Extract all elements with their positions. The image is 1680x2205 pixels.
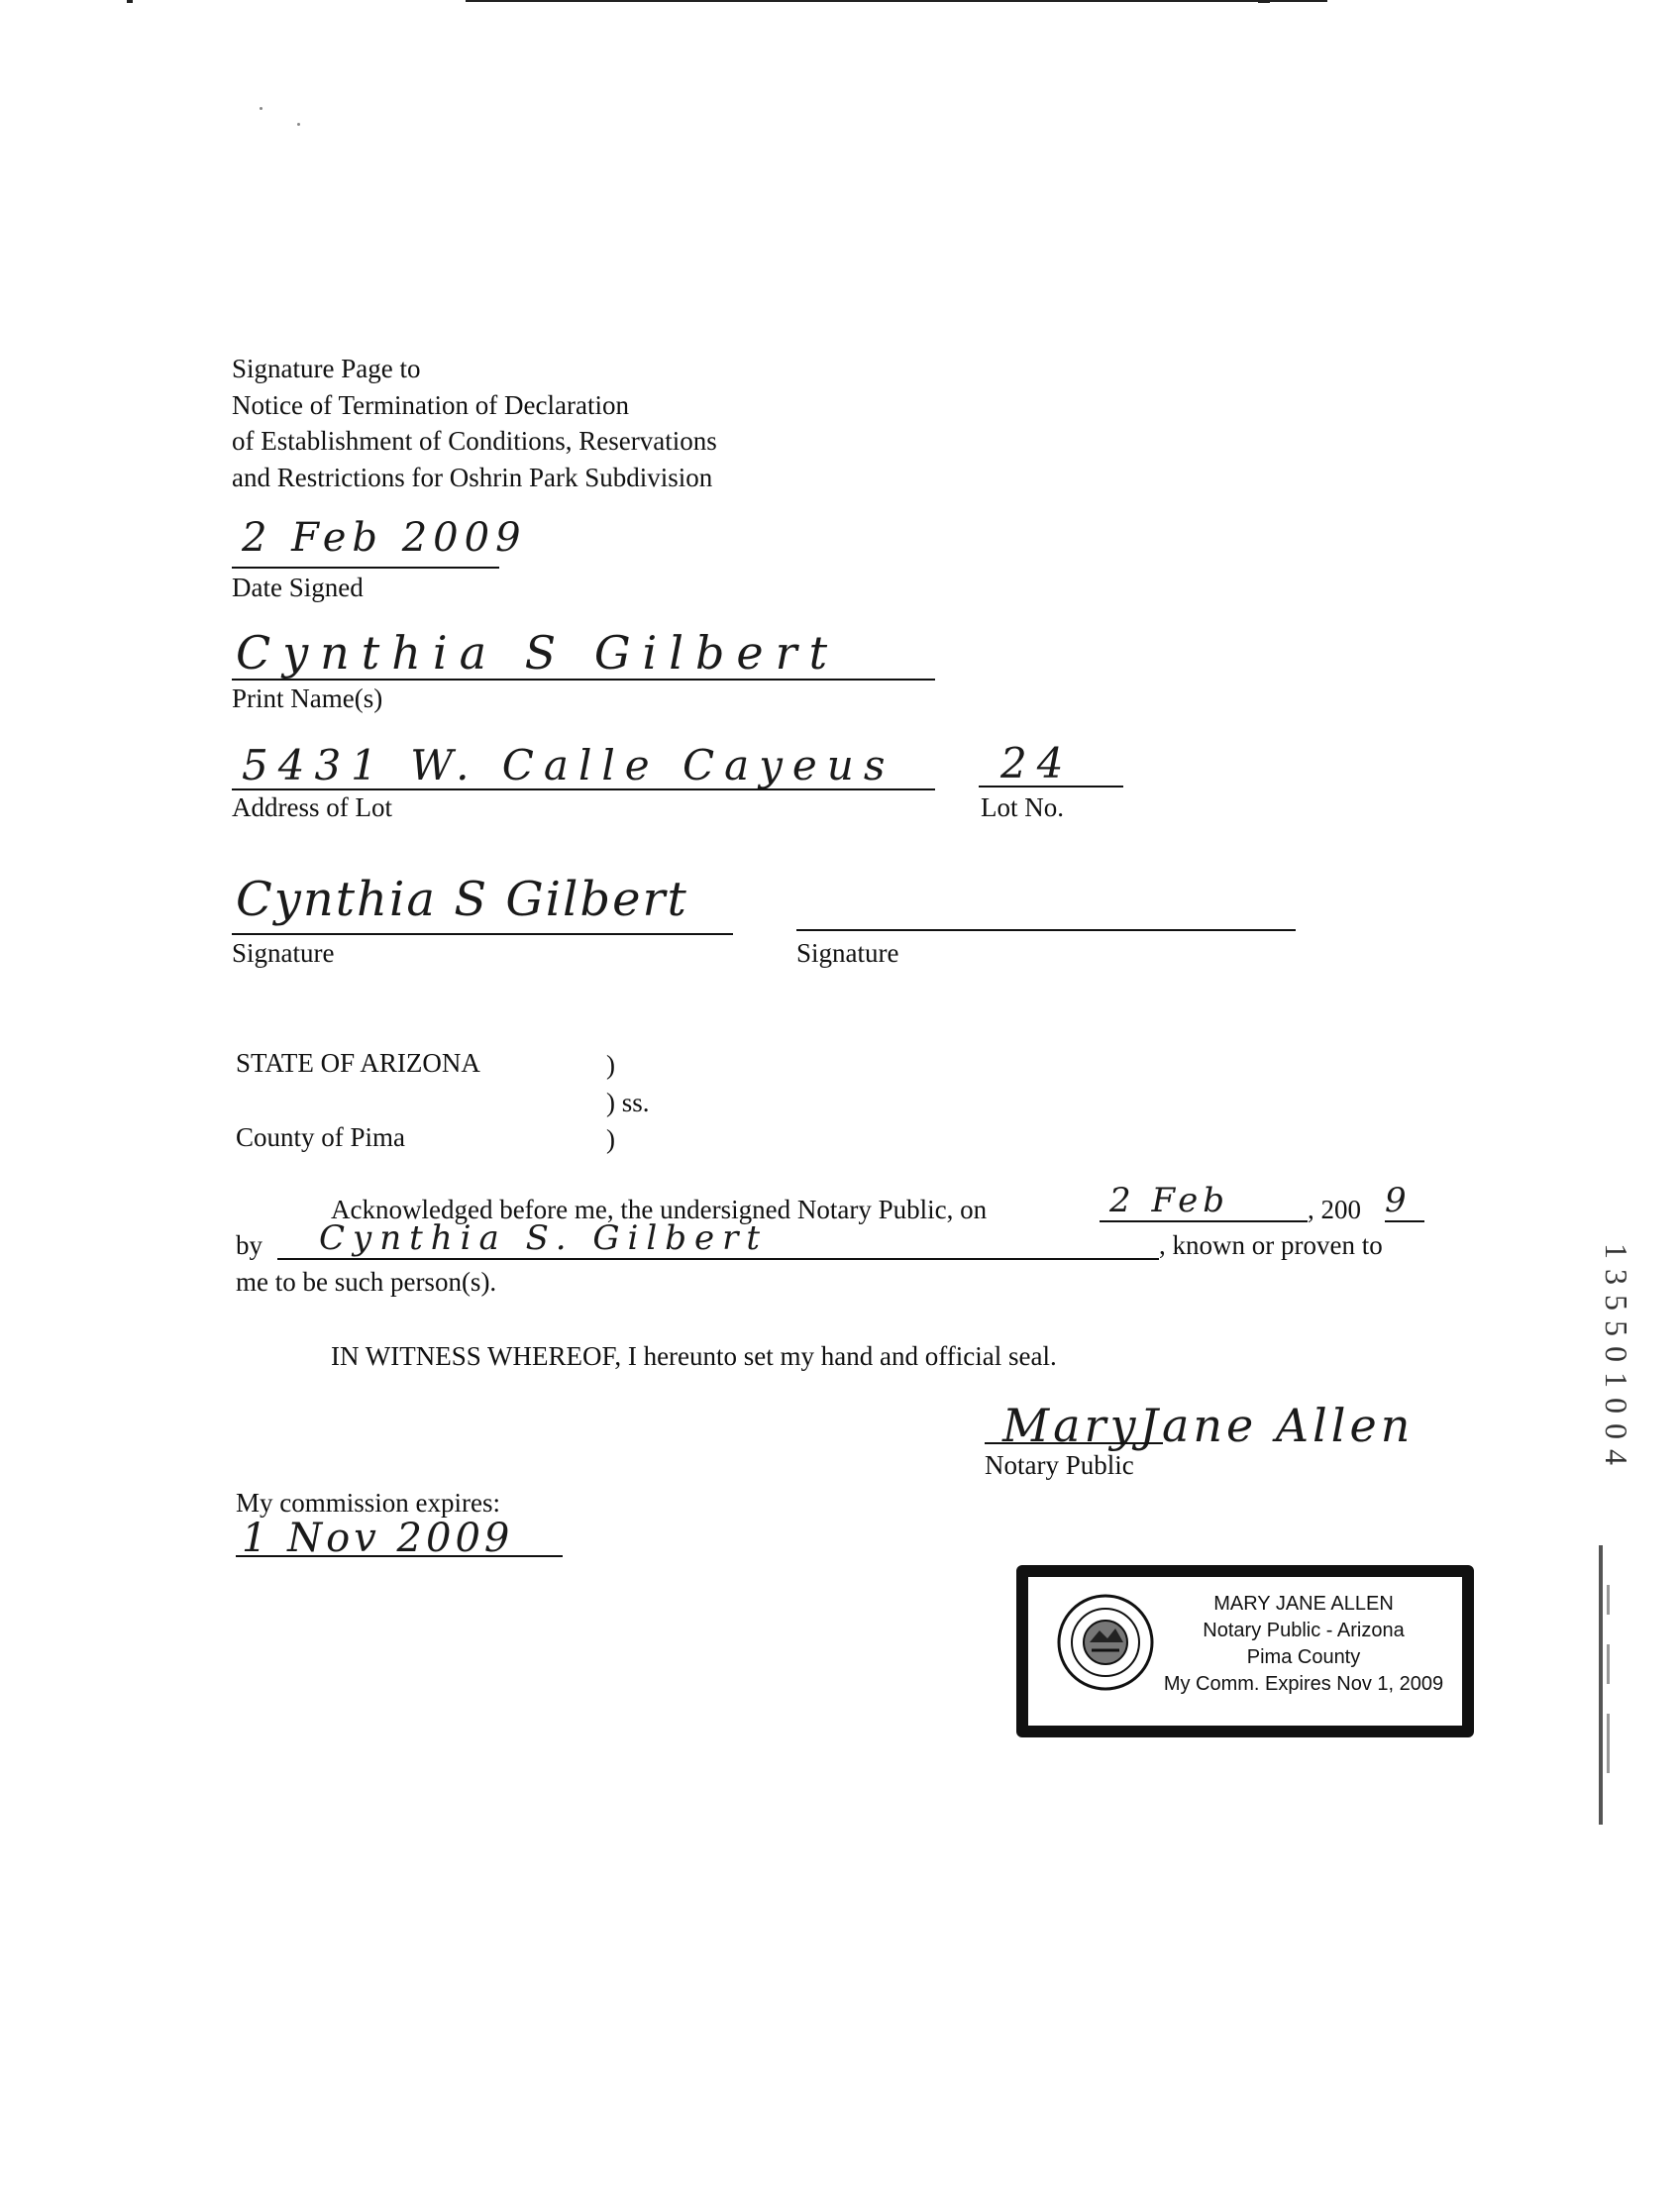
stamp-title: Notary Public - Arizona <box>1203 1620 1405 1641</box>
venue-state: STATE OF ARIZONA <box>236 1048 480 1078</box>
scan-mark-top-right <box>1258 0 1270 3</box>
commission-line <box>236 1555 563 1557</box>
recording-number <box>1597 1238 1636 1470</box>
recording-digit: 5 <box>1599 1320 1634 1336</box>
page-heading-line-4: and Restrictions for Oshrin Park Subdivision <box>232 463 713 492</box>
recording-digit: 1 <box>1599 1372 1634 1388</box>
signature-1-label: Signature <box>232 938 335 968</box>
signature-1-line <box>232 933 733 935</box>
commission-label: My commission expires: <box>236 1488 500 1518</box>
venue-ss: ) ss. <box>606 1088 650 1117</box>
signature-2-label: Signature <box>796 938 899 968</box>
state-seal-icon <box>1056 1593 1155 1692</box>
acknowledgment-date-value[interactable]: 2 Feb <box>1109 1181 1230 1220</box>
scan-mark-top-left <box>127 0 133 3</box>
scan-edge-mark <box>1607 1644 1610 1684</box>
notary-signature-value[interactable]: MaryJane Allen <box>1002 1399 1415 1452</box>
scan-edge-mark <box>1607 1585 1610 1615</box>
scan-edge-mark <box>1599 1545 1603 1825</box>
page-heading-line-2: Notice of Termination of Declaration <box>232 390 629 420</box>
acknowledgment-year-value[interactable]: 9 <box>1385 1181 1412 1220</box>
scan-mark-top-center <box>466 0 1327 2</box>
lot-no-label: Lot No. <box>981 792 1064 822</box>
address-of-lot-label: Address of Lot <box>232 792 392 822</box>
stamp-county: Pima County <box>1246 1646 1361 1668</box>
acknowledgment-year-line <box>1385 1220 1424 1222</box>
notary-stamp <box>1016 1565 1474 1737</box>
scan-speck <box>260 107 262 110</box>
acknowledgment-text: Acknowledged before me, the undersigned Notary Public, on <box>331 1195 988 1224</box>
lot-no-line <box>979 786 1123 788</box>
recording-digit: 0 <box>1599 1423 1634 1439</box>
recording-digit: 5 <box>1599 1295 1634 1311</box>
scan-speck <box>297 123 300 126</box>
print-name-label: Print Name(s) <box>232 683 383 713</box>
acknowledgment-date-line <box>1100 1220 1308 1222</box>
page-heading-line-3: of Establishment of Conditions, Reservations <box>232 426 717 456</box>
stamp-expiration: My Comm. Expires Nov 1, 2009 <box>1163 1673 1444 1695</box>
venue-county: County of Pima <box>236 1122 406 1152</box>
date-signed-line <box>232 567 499 569</box>
witness-clause: IN WITNESS WHEREOF, I hereunto set my hand and official seal. <box>331 1341 1057 1371</box>
notary-stamp-text <box>1149 1591 1458 1698</box>
scan-edge-mark <box>1607 1714 1610 1773</box>
recording-digit: 3 <box>1599 1269 1634 1285</box>
venue-paren-1: ) <box>606 1050 615 1080</box>
print-name-value[interactable]: Cynthia S Gilbert <box>236 626 840 680</box>
acknowledgment-by: by <box>236 1230 262 1260</box>
recording-digit: 1 <box>1599 1243 1634 1259</box>
acknowledgment-name-line <box>277 1258 1159 1260</box>
acknowledgment-name-value[interactable]: Cynthia S. Gilbert <box>319 1218 769 1258</box>
signature-1-value[interactable]: Cynthia S Gilbert <box>236 872 688 927</box>
address-of-lot-value[interactable]: 5431 W. Calle Cayeus <box>242 741 895 789</box>
stamp-name: MARY JANE ALLEN <box>1213 1593 1394 1615</box>
notary-public-label: Notary Public <box>985 1450 1134 1480</box>
acknowledgment-known: , known or proven to <box>1159 1230 1383 1260</box>
print-name-line <box>232 679 935 681</box>
recording-digit: 4 <box>1599 1449 1634 1465</box>
venue-paren-3: ) <box>606 1124 615 1154</box>
recording-digit: 0 <box>1599 1398 1634 1414</box>
notary-signature-line <box>985 1442 1163 1444</box>
signature-2-line <box>796 929 1296 931</box>
page-heading-line-1: Signature Page to <box>232 354 421 383</box>
commission-expires-value[interactable]: 1 Nov 2009 <box>242 1516 514 1561</box>
recording-digit: 0 <box>1599 1346 1634 1362</box>
lot-no-value[interactable]: 24 <box>1000 739 1074 788</box>
acknowledgment-line-3: me to be such person(s). <box>236 1267 497 1297</box>
date-signed-label: Date Signed <box>232 573 364 602</box>
acknowledgment-year-prefix: , 200 <box>1308 1195 1361 1224</box>
notary-stamp-inner <box>1028 1577 1462 1726</box>
date-signed-value[interactable]: 2 Feb 2009 <box>242 515 527 561</box>
